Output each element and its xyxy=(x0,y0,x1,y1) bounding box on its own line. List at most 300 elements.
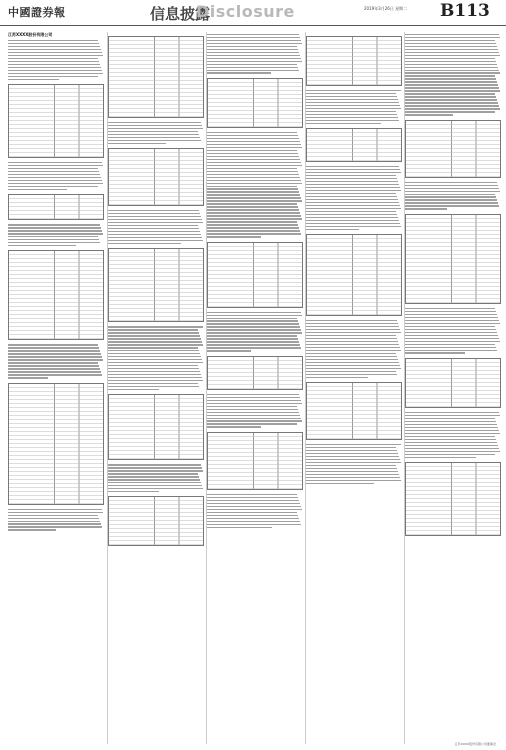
text-line xyxy=(207,397,300,398)
text-line xyxy=(306,108,401,109)
text-line xyxy=(108,389,159,390)
text-line xyxy=(405,418,495,419)
text-line xyxy=(108,240,203,241)
text-line xyxy=(405,323,500,324)
text-line xyxy=(207,70,299,71)
text-line xyxy=(207,212,300,213)
column-3 xyxy=(206,32,303,744)
financial-table xyxy=(207,432,303,490)
text-line xyxy=(8,46,100,47)
text-line xyxy=(207,186,297,187)
text-line xyxy=(108,368,199,369)
text-line xyxy=(8,168,98,169)
text-line xyxy=(108,491,159,492)
text-line xyxy=(8,52,102,53)
text-line xyxy=(207,312,301,313)
text-line xyxy=(405,43,496,44)
text-line xyxy=(207,509,302,510)
text-line xyxy=(108,335,200,336)
text-line xyxy=(8,242,100,243)
text-line xyxy=(8,347,99,348)
text-line xyxy=(8,371,101,372)
text-line xyxy=(108,213,200,214)
text-line xyxy=(108,488,203,489)
text-line xyxy=(207,335,297,336)
text-line xyxy=(108,470,203,471)
text-line xyxy=(405,49,498,50)
text-line xyxy=(207,497,298,498)
text-line xyxy=(306,93,396,94)
text-line xyxy=(108,234,201,235)
text-line xyxy=(108,338,201,339)
text-line xyxy=(405,433,500,434)
text-line xyxy=(8,177,101,178)
text-line xyxy=(306,474,399,475)
text-line xyxy=(108,371,200,372)
text-line xyxy=(207,218,302,219)
text-line xyxy=(306,90,401,91)
text-line xyxy=(405,52,499,53)
text-line xyxy=(207,183,302,184)
text-line xyxy=(405,205,499,206)
text-line xyxy=(108,216,201,217)
text-line xyxy=(306,320,397,321)
text-line xyxy=(207,144,301,145)
text-line xyxy=(108,344,203,345)
text-line xyxy=(207,318,297,319)
text-line xyxy=(306,196,397,197)
text-line xyxy=(8,61,99,62)
text-line xyxy=(306,468,397,469)
text-line xyxy=(306,374,397,375)
text-line xyxy=(207,518,299,519)
text-line xyxy=(8,40,98,41)
text-line xyxy=(405,46,497,47)
financial-table xyxy=(306,234,402,316)
page-number: B113 xyxy=(440,1,490,21)
text-line xyxy=(8,49,101,50)
text-line xyxy=(207,46,297,47)
text-line xyxy=(306,217,398,218)
text-line xyxy=(207,415,300,416)
text-line xyxy=(207,165,302,166)
text-line xyxy=(207,224,298,225)
text-line xyxy=(207,64,297,65)
text-line xyxy=(108,356,201,357)
text-line xyxy=(8,55,103,56)
text-line xyxy=(108,359,202,360)
text-line xyxy=(207,52,299,53)
text-line xyxy=(207,420,302,421)
text-line xyxy=(207,521,300,522)
text-line xyxy=(405,350,497,351)
text-line xyxy=(405,75,495,76)
text-line xyxy=(306,326,399,327)
text-line xyxy=(207,230,300,231)
text-line xyxy=(306,465,396,466)
text-line xyxy=(8,186,98,187)
text-line xyxy=(207,527,272,528)
column-4 xyxy=(305,32,402,744)
article-title: 江苏XXXX股份有限公司 xyxy=(8,32,53,37)
text-line xyxy=(207,347,301,348)
text-line xyxy=(8,523,101,524)
text-line xyxy=(405,87,499,88)
text-line xyxy=(207,323,299,324)
text-line xyxy=(306,205,400,206)
text-line xyxy=(108,362,203,363)
text-line xyxy=(306,477,400,478)
text-line xyxy=(108,122,201,123)
text-line xyxy=(306,226,401,227)
text-line xyxy=(306,450,397,451)
financial-table xyxy=(108,36,204,118)
text-line xyxy=(207,326,300,327)
financial-table xyxy=(306,382,402,440)
text-line xyxy=(207,171,298,172)
text-line xyxy=(108,243,181,244)
text-line xyxy=(108,137,200,138)
text-line xyxy=(405,111,495,112)
financial-table xyxy=(207,78,303,128)
text-line xyxy=(405,61,496,62)
text-line xyxy=(207,203,297,204)
text-line xyxy=(108,479,200,480)
text-line xyxy=(306,332,401,333)
text-line xyxy=(207,209,299,210)
text-line xyxy=(306,199,398,200)
text-line xyxy=(108,341,202,342)
text-line xyxy=(108,332,199,333)
text-line xyxy=(405,317,498,318)
text-line xyxy=(8,509,102,510)
text-line xyxy=(306,220,399,221)
text-line xyxy=(207,423,297,424)
text-line xyxy=(405,84,498,85)
text-line xyxy=(306,184,399,185)
text-line xyxy=(207,515,298,516)
text-line xyxy=(207,500,299,501)
text-line xyxy=(207,197,301,198)
text-line xyxy=(405,454,495,455)
text-line xyxy=(8,76,98,77)
text-line xyxy=(108,125,202,126)
column-5 xyxy=(404,32,501,744)
text-line xyxy=(405,105,499,106)
text-line xyxy=(306,166,399,167)
text-line xyxy=(108,482,201,483)
text-line xyxy=(207,409,298,410)
text-line xyxy=(207,58,301,59)
text-line xyxy=(8,165,103,166)
financial-table xyxy=(8,194,104,220)
text-line xyxy=(207,494,297,495)
text-line xyxy=(306,444,401,445)
text-line xyxy=(207,320,298,321)
text-line xyxy=(405,326,495,327)
text-line xyxy=(207,49,298,50)
text-line xyxy=(108,128,203,129)
text-line xyxy=(405,185,498,186)
text-line xyxy=(8,350,100,351)
text-line xyxy=(8,512,103,513)
text-line xyxy=(405,108,500,109)
text-line xyxy=(108,353,200,354)
text-line xyxy=(405,196,496,197)
text-line xyxy=(8,43,99,44)
section-title-en: Disclosure xyxy=(196,2,295,21)
text-line xyxy=(207,418,301,419)
text-line xyxy=(207,194,300,195)
text-line xyxy=(8,374,102,375)
text-line xyxy=(207,524,301,525)
text-line xyxy=(207,72,271,73)
text-line xyxy=(405,445,498,446)
text-line xyxy=(8,518,99,519)
text-line xyxy=(207,147,302,148)
text-line xyxy=(108,377,202,378)
financial-table xyxy=(8,383,104,505)
text-line xyxy=(207,156,299,157)
text-line xyxy=(8,58,98,59)
text-line xyxy=(207,188,298,189)
text-line xyxy=(405,199,497,200)
text-line xyxy=(306,123,381,124)
text-line xyxy=(207,215,301,216)
text-line xyxy=(108,131,198,132)
text-line xyxy=(207,236,261,237)
text-line xyxy=(405,34,499,35)
text-line xyxy=(405,338,499,339)
column-1 xyxy=(8,32,104,744)
text-line xyxy=(405,37,500,38)
text-line xyxy=(306,223,400,224)
text-line xyxy=(108,134,199,135)
text-line xyxy=(306,120,399,121)
text-line xyxy=(306,456,399,457)
text-line xyxy=(306,323,398,324)
text-line xyxy=(207,153,298,154)
text-line xyxy=(405,78,496,79)
text-line xyxy=(8,368,100,369)
text-line xyxy=(306,190,401,191)
text-line xyxy=(8,79,59,80)
text-line xyxy=(306,480,401,481)
text-line xyxy=(405,67,498,68)
text-line xyxy=(405,421,496,422)
text-line xyxy=(306,214,397,215)
text-line xyxy=(207,174,299,175)
text-line xyxy=(108,383,198,384)
text-line xyxy=(306,338,397,339)
text-line xyxy=(405,320,499,321)
text-line xyxy=(8,162,102,163)
text-line xyxy=(108,374,201,375)
text-line xyxy=(108,329,198,330)
text-line xyxy=(306,471,398,472)
text-line xyxy=(108,476,199,477)
text-line xyxy=(207,40,301,41)
text-line xyxy=(207,34,299,35)
text-line xyxy=(207,37,300,38)
text-line xyxy=(108,350,199,351)
newspaper-logo: 中國證券報 xyxy=(8,6,66,19)
text-line xyxy=(405,335,498,336)
text-line xyxy=(108,228,199,229)
text-line xyxy=(108,222,203,223)
text-line xyxy=(207,150,297,151)
text-line xyxy=(207,180,301,181)
text-line xyxy=(306,193,396,194)
text-line xyxy=(8,64,100,65)
financial-table xyxy=(405,358,501,408)
text-line xyxy=(306,102,399,103)
text-line xyxy=(207,406,297,407)
text-line xyxy=(207,503,300,504)
text-line xyxy=(207,227,299,228)
text-line xyxy=(306,335,396,336)
text-line xyxy=(306,344,399,345)
financial-table xyxy=(207,242,303,308)
text-line xyxy=(8,245,76,246)
financial-table xyxy=(108,248,204,322)
text-line xyxy=(8,189,67,190)
text-line xyxy=(207,403,302,404)
text-line xyxy=(108,225,198,226)
text-line xyxy=(405,442,497,443)
text-line xyxy=(108,380,203,381)
text-line xyxy=(8,70,102,71)
text-line xyxy=(207,338,298,339)
text-line xyxy=(207,43,302,44)
text-line xyxy=(207,412,299,413)
financial-table xyxy=(108,148,204,206)
text-line xyxy=(405,70,499,71)
text-line xyxy=(405,90,500,91)
text-line xyxy=(306,96,397,97)
financial-table xyxy=(108,496,204,546)
text-line xyxy=(306,483,374,484)
issue-date: 2019年3月26日 星期二 xyxy=(364,6,408,11)
text-line xyxy=(207,135,298,136)
text-line xyxy=(207,177,300,178)
text-line xyxy=(405,208,447,209)
text-line xyxy=(108,326,203,327)
text-line xyxy=(108,219,202,220)
text-line xyxy=(8,362,98,363)
text-line xyxy=(306,208,401,209)
text-line xyxy=(306,211,396,212)
text-line xyxy=(207,341,299,342)
text-line xyxy=(8,365,99,366)
text-line xyxy=(8,236,98,237)
text-line xyxy=(405,329,496,330)
text-line xyxy=(207,200,302,201)
text-line xyxy=(405,451,500,452)
text-line xyxy=(405,352,465,353)
text-line xyxy=(108,231,200,232)
text-line xyxy=(306,371,396,372)
text-line xyxy=(8,353,101,354)
text-line xyxy=(405,347,496,348)
text-line xyxy=(108,140,201,141)
text-line xyxy=(306,453,398,454)
text-line xyxy=(405,311,496,312)
text-line xyxy=(306,175,396,176)
text-line xyxy=(405,308,495,309)
text-line xyxy=(405,96,496,97)
text-line xyxy=(405,191,500,192)
text-line xyxy=(306,111,396,112)
masthead xyxy=(0,0,506,26)
text-line xyxy=(108,485,202,486)
text-line xyxy=(207,315,302,316)
column-2 xyxy=(107,32,204,744)
text-line xyxy=(8,227,101,228)
text-line xyxy=(306,229,359,230)
text-line xyxy=(306,114,397,115)
text-line xyxy=(306,178,397,179)
text-line xyxy=(207,221,297,222)
financial-table xyxy=(8,84,104,158)
financial-table xyxy=(8,250,104,340)
text-line xyxy=(207,350,251,351)
text-line xyxy=(207,141,300,142)
text-line xyxy=(108,347,198,348)
text-line xyxy=(207,168,297,169)
text-line xyxy=(8,174,100,175)
financial-table xyxy=(405,214,501,304)
text-line xyxy=(405,430,499,431)
text-line xyxy=(405,64,497,65)
text-line xyxy=(207,138,299,139)
text-line xyxy=(405,412,499,413)
text-line xyxy=(207,329,301,330)
text-line xyxy=(8,67,101,68)
text-line xyxy=(306,169,400,170)
text-line xyxy=(306,359,398,360)
text-line xyxy=(108,467,202,468)
text-line xyxy=(306,368,401,369)
text-line xyxy=(306,350,401,351)
text-line xyxy=(405,182,497,183)
text-line xyxy=(108,386,199,387)
text-line xyxy=(8,171,99,172)
text-line xyxy=(306,181,398,182)
text-line xyxy=(405,415,500,416)
text-line xyxy=(306,462,401,463)
text-line xyxy=(306,202,399,203)
text-line xyxy=(108,365,198,366)
text-line xyxy=(405,40,495,41)
text-line xyxy=(306,99,398,100)
text-line xyxy=(306,172,401,173)
text-line xyxy=(405,55,500,56)
text-line xyxy=(405,314,497,315)
financial-table xyxy=(405,462,501,536)
text-line xyxy=(306,105,400,106)
text-line xyxy=(405,332,497,333)
text-line xyxy=(306,362,399,363)
text-line xyxy=(405,344,495,345)
footer-signature: 江苏XXXX股份有限公司董事会 xyxy=(454,742,496,746)
text-line xyxy=(207,67,298,68)
text-line xyxy=(405,72,500,73)
text-line xyxy=(8,233,103,234)
text-line xyxy=(108,210,199,211)
text-line xyxy=(8,359,103,360)
text-line xyxy=(405,427,498,428)
